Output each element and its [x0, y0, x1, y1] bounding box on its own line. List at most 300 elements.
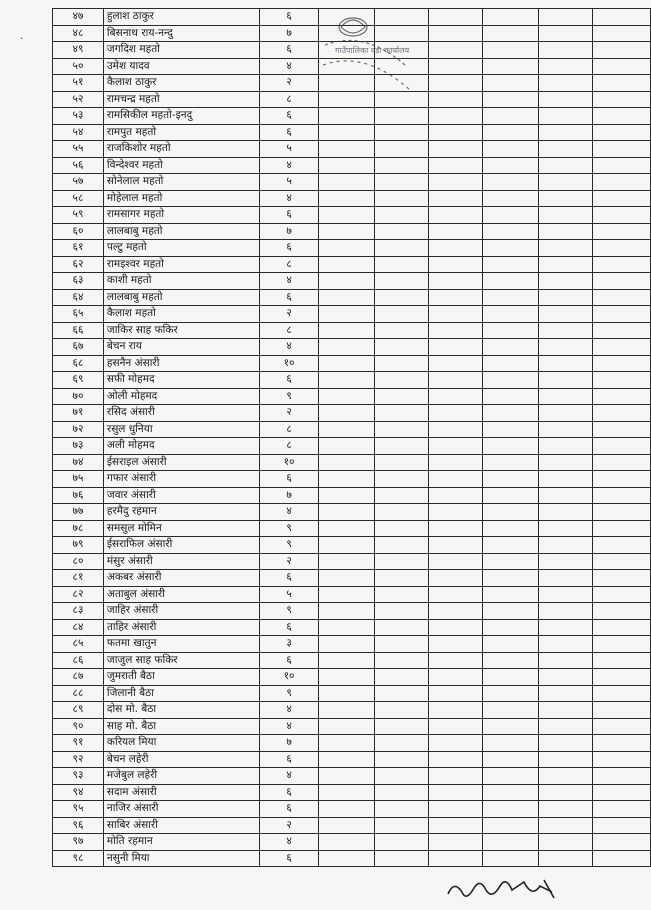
blank-cell — [483, 669, 539, 686]
blank-cell — [375, 190, 429, 207]
person-name: साह मो. बैठा — [103, 718, 259, 735]
member-count: ६ — [259, 751, 318, 768]
serial-number: ५४ — [53, 124, 104, 141]
blank-cell — [429, 702, 483, 719]
person-name: ताहिर अंसारी — [103, 619, 259, 636]
person-name: हुलाश ठाकुर — [103, 9, 259, 26]
blank-cell — [483, 42, 539, 59]
serial-number: ६० — [53, 223, 104, 240]
blank-cell — [593, 718, 651, 735]
stamp-text: गाउँपालिका वडा कार्यालय — [335, 46, 410, 55]
person-name: रामसिकील महतो-इनदु — [103, 108, 259, 125]
blank-cell — [483, 817, 539, 834]
blank-cell — [483, 652, 539, 669]
serial-number: ७५ — [53, 471, 104, 488]
serial-number: ६२ — [53, 256, 104, 273]
blank-cell — [539, 273, 593, 290]
blank-cell — [429, 520, 483, 537]
blank-cell — [593, 520, 651, 537]
blank-cell — [593, 289, 651, 306]
blank-cell — [319, 421, 375, 438]
blank-cell — [375, 817, 429, 834]
blank-cell — [539, 784, 593, 801]
blank-cell — [429, 570, 483, 587]
blank-cell — [429, 421, 483, 438]
blank-cell — [375, 801, 429, 818]
serial-number: ९७ — [53, 834, 104, 851]
blank-cell — [429, 685, 483, 702]
blank-cell — [539, 75, 593, 92]
blank-cell — [483, 174, 539, 191]
table-row — [53, 636, 651, 653]
blank-cell — [429, 388, 483, 405]
person-name: सफी मोहमद — [103, 372, 259, 389]
blank-cell — [483, 25, 539, 42]
table-row — [53, 801, 651, 818]
serial-number: ७० — [53, 388, 104, 405]
blank-cell — [539, 817, 593, 834]
member-count: २ — [259, 817, 318, 834]
blank-cell — [483, 322, 539, 339]
blank-cell — [429, 471, 483, 488]
blank-cell — [539, 240, 593, 257]
serial-number: ८९ — [53, 702, 104, 719]
blank-cell — [483, 718, 539, 735]
serial-number: ४७ — [53, 9, 104, 26]
blank-cell — [539, 91, 593, 108]
serial-number: ८३ — [53, 603, 104, 620]
serial-number: ६३ — [53, 273, 104, 290]
blank-cell — [483, 405, 539, 422]
blank-cell — [593, 223, 651, 240]
blank-cell — [593, 174, 651, 191]
member-count: ६ — [259, 372, 318, 389]
table-row — [53, 339, 651, 356]
table-row — [53, 141, 651, 158]
blank-cell — [429, 438, 483, 455]
serial-number: ६९ — [53, 372, 104, 389]
blank-cell — [319, 405, 375, 422]
blank-cell — [593, 9, 651, 26]
blank-cell — [375, 438, 429, 455]
blank-cell — [593, 388, 651, 405]
person-name: नसुनी मिया — [103, 850, 259, 867]
blank-cell — [429, 256, 483, 273]
blank-cell — [375, 388, 429, 405]
blank-cell — [539, 108, 593, 125]
blank-cell — [319, 306, 375, 323]
blank-cell — [319, 850, 375, 867]
blank-cell — [375, 520, 429, 537]
table-row — [53, 174, 651, 191]
blank-cell — [319, 636, 375, 653]
blank-cell — [593, 108, 651, 125]
serial-number: ७१ — [53, 405, 104, 422]
serial-number: ४८ — [53, 25, 104, 42]
blank-cell — [429, 157, 483, 174]
table-row — [53, 405, 651, 422]
blank-cell — [539, 685, 593, 702]
blank-cell — [429, 619, 483, 636]
table-row — [53, 570, 651, 587]
blank-cell — [483, 487, 539, 504]
serial-number: ५६ — [53, 157, 104, 174]
serial-number: ५३ — [53, 108, 104, 125]
blank-cell — [375, 454, 429, 471]
blank-cell — [429, 240, 483, 257]
table-row — [53, 520, 651, 537]
table-row — [53, 487, 651, 504]
member-count: ५ — [259, 174, 318, 191]
person-name: मंसुर अंसारी — [103, 553, 259, 570]
blank-cell — [483, 223, 539, 240]
blank-cell — [429, 652, 483, 669]
blank-cell — [539, 553, 593, 570]
table-row — [53, 124, 651, 141]
blank-cell — [375, 487, 429, 504]
blank-cell — [375, 223, 429, 240]
table-row — [53, 372, 651, 389]
blank-cell — [375, 306, 429, 323]
table-row — [53, 223, 651, 240]
blank-cell — [429, 141, 483, 158]
blank-cell — [429, 273, 483, 290]
blank-cell — [429, 174, 483, 191]
blank-cell — [593, 207, 651, 224]
blank-cell — [539, 718, 593, 735]
blank-cell — [429, 735, 483, 752]
blank-cell — [429, 223, 483, 240]
serial-number: ५२ — [53, 91, 104, 108]
serial-number: ९१ — [53, 735, 104, 752]
blank-cell — [429, 108, 483, 125]
member-count: ८ — [259, 91, 318, 108]
blank-cell — [483, 355, 539, 372]
blank-cell — [593, 256, 651, 273]
person-name: ईसराइल अंसारी — [103, 454, 259, 471]
blank-cell — [593, 768, 651, 785]
blank-cell — [483, 834, 539, 851]
blank-cell — [539, 702, 593, 719]
person-name: समसुल मोमिन — [103, 520, 259, 537]
blank-cell — [483, 421, 539, 438]
person-name: मोति रहमान — [103, 834, 259, 851]
blank-cell — [593, 735, 651, 752]
blank-cell — [319, 817, 375, 834]
blank-cell — [375, 421, 429, 438]
table-row — [53, 751, 651, 768]
blank-cell — [375, 372, 429, 389]
blank-cell — [375, 685, 429, 702]
blank-cell — [593, 438, 651, 455]
blank-cell — [375, 471, 429, 488]
serial-number: ८४ — [53, 619, 104, 636]
serial-number: ७८ — [53, 520, 104, 537]
blank-cell — [319, 834, 375, 851]
blank-cell — [593, 784, 651, 801]
member-count: २ — [259, 75, 318, 92]
blank-cell — [319, 124, 375, 141]
blank-cell — [319, 751, 375, 768]
blank-cell — [539, 586, 593, 603]
person-name: ईसराफिल अंसारी — [103, 537, 259, 554]
blank-cell — [319, 504, 375, 521]
person-name: राजकिशोर महतो — [103, 141, 259, 158]
blank-cell — [483, 735, 539, 752]
blank-cell — [319, 289, 375, 306]
blank-cell — [319, 454, 375, 471]
table-row — [53, 322, 651, 339]
blank-cell — [483, 586, 539, 603]
blank-cell — [539, 339, 593, 356]
table-row — [53, 355, 651, 372]
blank-cell — [483, 784, 539, 801]
blank-cell — [429, 405, 483, 422]
blank-cell — [593, 471, 651, 488]
blank-cell — [483, 801, 539, 818]
blank-cell — [593, 586, 651, 603]
blank-cell — [539, 652, 593, 669]
person-name: जाजुल साह फकिर — [103, 652, 259, 669]
blank-cell — [375, 537, 429, 554]
blank-cell — [429, 801, 483, 818]
blank-cell — [483, 438, 539, 455]
blank-cell — [593, 372, 651, 389]
blank-cell — [539, 58, 593, 75]
person-name: जवार अंसारी — [103, 487, 259, 504]
blank-cell — [483, 157, 539, 174]
blank-cell — [539, 306, 593, 323]
blank-cell — [539, 438, 593, 455]
blank-cell — [429, 504, 483, 521]
table-row — [53, 157, 651, 174]
blank-cell — [429, 768, 483, 785]
blank-cell — [539, 603, 593, 620]
blank-cell — [375, 669, 429, 686]
blank-cell — [539, 471, 593, 488]
member-count: ६ — [259, 570, 318, 587]
blank-cell — [375, 850, 429, 867]
serial-number: ५७ — [53, 174, 104, 191]
member-count: ६ — [259, 619, 318, 636]
blank-cell — [429, 306, 483, 323]
blank-cell — [539, 751, 593, 768]
member-count: १० — [259, 355, 318, 372]
blank-cell — [375, 652, 429, 669]
blank-cell — [483, 768, 539, 785]
serial-number: ७६ — [53, 487, 104, 504]
blank-cell — [483, 636, 539, 653]
blank-cell — [375, 784, 429, 801]
blank-cell — [375, 702, 429, 719]
member-count: ६ — [259, 108, 318, 125]
blank-cell — [319, 702, 375, 719]
blank-cell — [319, 471, 375, 488]
blank-cell — [593, 504, 651, 521]
blank-cell — [429, 355, 483, 372]
blank-cell — [483, 108, 539, 125]
blank-cell — [375, 240, 429, 257]
table-row — [53, 619, 651, 636]
blank-cell — [593, 42, 651, 59]
person-name: ओली मोहमद — [103, 388, 259, 405]
blank-cell — [429, 553, 483, 570]
blank-cell — [539, 619, 593, 636]
blank-cell — [593, 702, 651, 719]
blank-cell — [483, 289, 539, 306]
serial-number: ५९ — [53, 207, 104, 224]
blank-cell — [429, 718, 483, 735]
blank-cell — [429, 339, 483, 356]
table-row — [53, 784, 651, 801]
member-count: ४ — [259, 190, 318, 207]
table-row — [53, 603, 651, 620]
member-count: २ — [259, 405, 318, 422]
serial-number: ८७ — [53, 669, 104, 686]
member-count: ९ — [259, 537, 318, 554]
blank-cell — [375, 768, 429, 785]
blank-cell — [539, 520, 593, 537]
serial-number: ९० — [53, 718, 104, 735]
blank-cell — [539, 207, 593, 224]
blank-cell — [593, 537, 651, 554]
blank-cell — [483, 306, 539, 323]
blank-cell — [375, 256, 429, 273]
serial-number: ७२ — [53, 421, 104, 438]
blank-cell — [539, 355, 593, 372]
blank-cell — [375, 586, 429, 603]
blank-cell — [593, 454, 651, 471]
blank-cell — [429, 669, 483, 686]
blank-cell — [319, 784, 375, 801]
table-row — [53, 537, 651, 554]
table-row — [53, 289, 651, 306]
member-count: ४ — [259, 157, 318, 174]
serial-number: ६४ — [53, 289, 104, 306]
blank-cell — [375, 504, 429, 521]
register-table — [52, 8, 651, 867]
blank-cell — [483, 603, 539, 620]
blank-cell — [375, 718, 429, 735]
serial-number: ८६ — [53, 652, 104, 669]
blank-cell — [319, 388, 375, 405]
person-name: जाकिर साह फकिर — [103, 322, 259, 339]
blank-cell — [483, 91, 539, 108]
serial-number: ५१ — [53, 75, 104, 92]
blank-cell — [319, 570, 375, 587]
blank-cell — [593, 834, 651, 851]
blank-cell — [593, 405, 651, 422]
blank-cell — [375, 834, 429, 851]
table-row — [53, 108, 651, 125]
blank-cell — [539, 372, 593, 389]
blank-cell — [539, 636, 593, 653]
blank-cell — [319, 735, 375, 752]
table-row — [53, 718, 651, 735]
blank-cell — [593, 124, 651, 141]
person-name: जाहिर अंसारी — [103, 603, 259, 620]
blank-cell — [483, 553, 539, 570]
blank-cell — [483, 537, 539, 554]
blank-cell — [429, 207, 483, 224]
blank-cell — [539, 25, 593, 42]
table-row — [53, 454, 651, 471]
blank-cell — [429, 322, 483, 339]
blank-cell — [375, 157, 429, 174]
blank-cell — [483, 751, 539, 768]
blank-cell — [539, 850, 593, 867]
table-row — [53, 553, 651, 570]
blank-cell — [319, 520, 375, 537]
serial-number: ६१ — [53, 240, 104, 257]
table-row — [53, 256, 651, 273]
blank-cell — [375, 273, 429, 290]
serial-number: ५५ — [53, 141, 104, 158]
blank-cell — [319, 586, 375, 603]
blank-cell — [539, 388, 593, 405]
blank-cell — [539, 256, 593, 273]
blank-cell — [593, 850, 651, 867]
table-row — [53, 669, 651, 686]
blank-cell — [539, 141, 593, 158]
member-count: ४ — [259, 58, 318, 75]
blank-cell — [319, 652, 375, 669]
blank-cell — [429, 289, 483, 306]
blank-cell — [319, 372, 375, 389]
member-count: ४ — [259, 718, 318, 735]
blank-cell — [319, 768, 375, 785]
person-name: बेचन लहेरी — [103, 751, 259, 768]
office-stamp — [305, 5, 455, 105]
serial-number: ७४ — [53, 454, 104, 471]
member-count: ३ — [259, 636, 318, 653]
blank-cell — [483, 388, 539, 405]
table-row — [53, 438, 651, 455]
person-name: मजेबुल लहेरी — [103, 768, 259, 785]
register-rows — [53, 9, 651, 867]
blank-cell — [483, 58, 539, 75]
blank-cell — [539, 768, 593, 785]
blank-cell — [593, 91, 651, 108]
member-count: ६ — [259, 42, 318, 59]
serial-number: ५८ — [53, 190, 104, 207]
blank-cell — [483, 207, 539, 224]
blank-cell — [593, 619, 651, 636]
person-name: बेचन राय — [103, 339, 259, 356]
person-name: साबिर अंसारी — [103, 817, 259, 834]
table-row — [53, 586, 651, 603]
blank-cell — [375, 570, 429, 587]
blank-cell — [319, 603, 375, 620]
blank-cell — [593, 636, 651, 653]
blank-cell — [319, 669, 375, 686]
blank-cell — [593, 240, 651, 257]
blank-cell — [319, 240, 375, 257]
margin-mark: · — [20, 32, 24, 45]
person-name: हसनैन अंसारी — [103, 355, 259, 372]
blank-cell — [483, 471, 539, 488]
blank-cell — [539, 174, 593, 191]
person-name: जगदिश महतो — [103, 42, 259, 59]
person-name: सदाम अंसारी — [103, 784, 259, 801]
blank-cell — [593, 685, 651, 702]
blank-cell — [483, 619, 539, 636]
blank-cell — [429, 834, 483, 851]
blank-cell — [539, 124, 593, 141]
person-name: जुमराती बैठा — [103, 669, 259, 686]
blank-cell — [483, 240, 539, 257]
blank-cell — [429, 124, 483, 141]
